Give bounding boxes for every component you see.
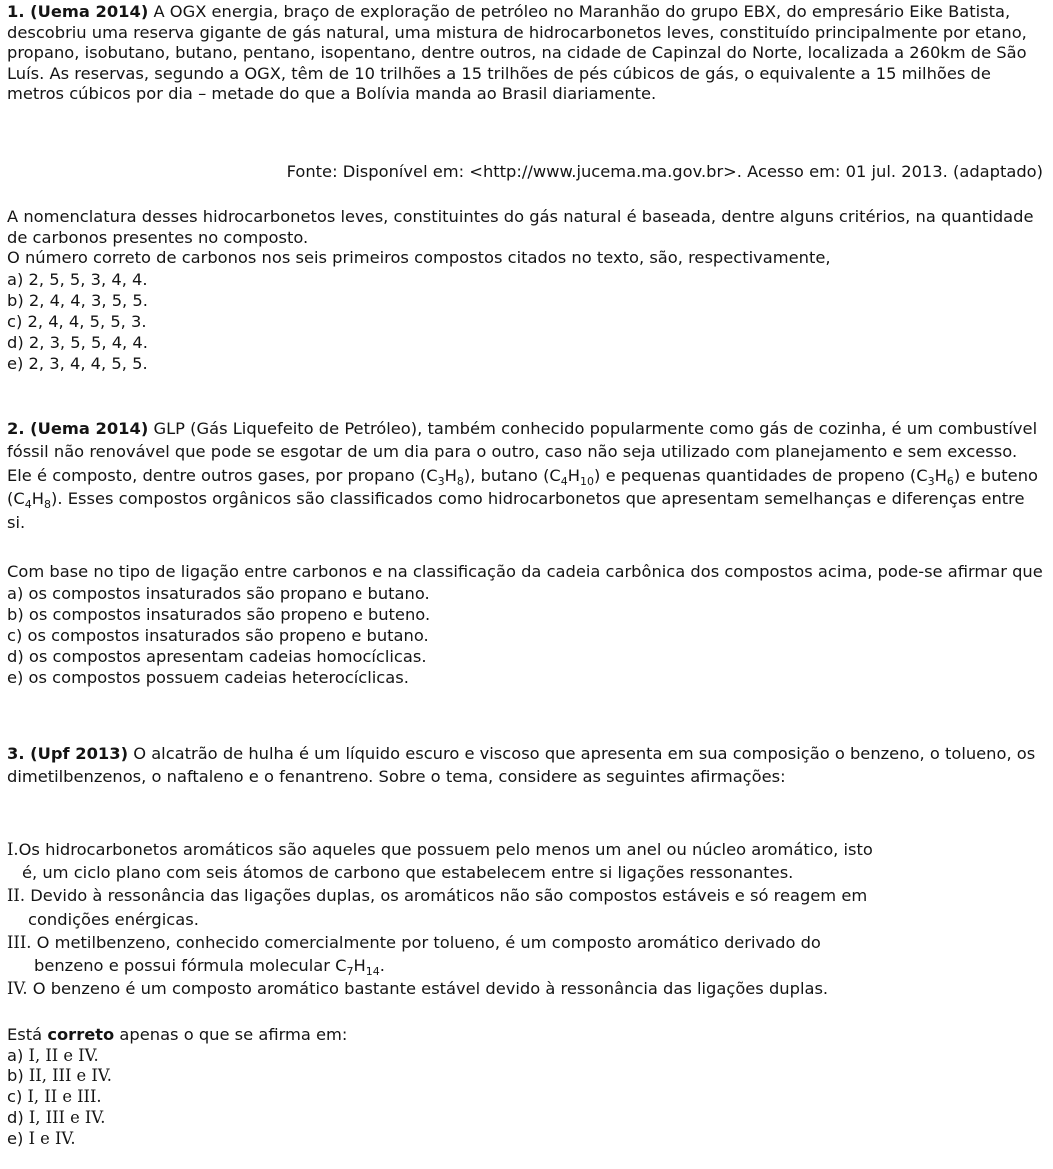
option-value: I, II e III. xyxy=(27,1087,102,1107)
question-3-statements xyxy=(7,838,873,1000)
question-2-option-b[interactable]: b) os compostos insaturados são propeno e buteno. xyxy=(7,604,431,624)
statement-3-label: III. xyxy=(7,932,32,952)
question-2-text-b: . Esses compostos orgânicos são classificados como hidrocarbonetos que apresentam semelhanças e diferenças entre si. xyxy=(7,489,1025,532)
question-1-prompt-2: O número correto de carbonos nos seis primeiros compostos citados no texto, são, respectivamente, xyxy=(7,248,831,267)
question-1-option-c[interactable]: c) 2, 4, 4, 5, 5, 3. xyxy=(7,311,147,331)
statement-3-line-1: O metilbenzeno, conhecido comercialmente por tolueno, é um composto aromático derivado do xyxy=(36,932,821,952)
question-1-option-b[interactable]: b) 2, 4, 4, 3, 5, 5. xyxy=(7,290,148,310)
question-1-source: Fonte: Disponível em: <http://www.jucema.ma.gov.br>. Acesso em: 01 jul. 2013. (adaptado) xyxy=(286,162,1043,181)
option-letter: c) xyxy=(7,1087,23,1107)
option-letter: e) xyxy=(7,1128,24,1148)
question-2-option-e[interactable]: e) os compostos possuem cadeias heterocíclicas. xyxy=(7,668,409,688)
statement-1-label: I. xyxy=(7,840,19,859)
question-1-options xyxy=(7,269,1047,375)
question-2-option-d[interactable]: d) os compostos apresentam cadeias homocíclicas. xyxy=(7,647,427,667)
formula-c7h14: $C_7H_{14}$. xyxy=(335,956,385,979)
option-value: I e IV. xyxy=(28,1128,76,1148)
question-3-prompt-bold: correto xyxy=(47,1025,115,1044)
question-2-text-a: GLP (Gás Liquefeito de Petróleo), também conhecido popularmente como gás de cozinha, é um combustível fóssil não renovável que pode se esgotar de um dia para o outro, caso não seja utilizado com planejamento e sem excesso. Ele é composto, dentre outros gases, por propano xyxy=(7,419,1038,485)
option-value: I, III e IV. xyxy=(28,1107,106,1127)
statement-3 xyxy=(7,931,873,954)
question-1-prompt-1: A nomenclatura desses hidrocarbonetos leves, constituintes do gás natural é baseada, dentre alguns critérios, na quantidade de carbonos presentes no composto. xyxy=(7,207,1034,247)
formula-propeno: $(C_3H_6)$ xyxy=(909,465,961,488)
question-2-number: 2. (Uema 2014) xyxy=(7,419,149,438)
statement-4-line-1: O benzeno é um composto aromático bastante estável devido à ressonância das ligações duplas. xyxy=(32,979,829,999)
question-3-prompt-block xyxy=(7,1025,347,1149)
question-2-prompt: Com base no tipo de ligação entre carbonos e na classificação da cadeia carbônica dos compostos acima, pode-se afirmar que xyxy=(7,562,1043,581)
question-2-options xyxy=(7,583,1043,689)
question-2-option-c[interactable]: c) os compostos insaturados são propeno e butano. xyxy=(7,625,429,645)
question-1-option-e[interactable]: e) 2, 3, 4, 4, 5, 5. xyxy=(7,354,148,374)
question-3-prompt xyxy=(7,1025,347,1046)
question-2-statement xyxy=(7,417,1047,534)
question-1 xyxy=(7,2,1047,105)
question-3-option-e[interactable] xyxy=(7,1129,347,1150)
option-letter: a) xyxy=(7,1045,24,1065)
option-value: I, II e IV. xyxy=(28,1045,99,1065)
option-letter: b) xyxy=(7,1066,24,1086)
question-2-text-propeno: e pequenas quantidades de propeno xyxy=(605,465,905,485)
question-1-text: A OGX energia, braço de exploração de petróleo no Maranhão do grupo EBX, do empresário Eike Batista, descobriu uma reserva gigante de gás natural, uma mistura de hidrocarbonetos leves, constituído principalmente por etano, propano, isobutano, butano, pentano, isopentano, dentre outros, na cidade de Capinzal do Norte, localizada a 260km de São Luís. As reservas, segundo a OGX, têm de 10 trilhões a 15 trilhões de pés cúbicos de gás, o equivalente a 15 milhões de metros cúbicos por dia – metade do que a Bolívia manda ao Brasil diariamente. xyxy=(7,2,1027,103)
statement-3-line-2-wrap xyxy=(7,954,873,977)
question-1-option-d[interactable]: d) 2, 3, 5, 5, 4, 4. xyxy=(7,333,148,353)
question-3 xyxy=(7,742,1047,788)
question-2 xyxy=(7,417,1047,534)
statement-2 xyxy=(7,884,873,907)
question-1-option-a[interactable]: a) 2, 5, 5, 3, 4, 4. xyxy=(7,269,148,289)
question-3-option-c[interactable] xyxy=(7,1087,347,1108)
question-3-option-b[interactable] xyxy=(7,1066,347,1087)
statement-2-line-1: Devido à ressonância das ligações duplas, os aromáticos não são compostos estáveis e só reagem em xyxy=(30,886,868,906)
question-3-prompt-post: apenas o que se afirma em: xyxy=(119,1025,348,1044)
formula-butano: $(C_4H_{10})$ xyxy=(543,465,601,488)
question-3-text: O alcatrão de hulha é um líquido escuro e viscoso que apresenta em sua composição o benzeno, o tolueno, os dimetilbenzenos, o naftaleno e o fenantreno. Sobre o tema, considere as seguintes afirmações: xyxy=(7,744,1036,787)
statement-2-line-2: condições enérgicas. xyxy=(28,909,199,929)
question-2-option-a[interactable]: a) os compostos insaturados são propano e butano. xyxy=(7,583,430,603)
statement-4 xyxy=(7,977,873,1000)
question-1-statement xyxy=(7,2,1047,105)
statement-2-label: II. xyxy=(7,886,26,906)
question-1-number: 1. (Uema 2014) xyxy=(7,2,149,21)
question-2-prompt-block xyxy=(7,562,1043,689)
statement-4-label: IV. xyxy=(7,979,28,999)
formula-propano: $(C_3H_8)$ xyxy=(419,465,471,488)
question-3-options xyxy=(7,1046,347,1150)
question-3-prompt-pre: Está xyxy=(7,1025,43,1044)
question-3-option-d[interactable] xyxy=(7,1108,347,1129)
question-3-number: 3. (Upf 2013) xyxy=(7,744,129,763)
question-3-statement xyxy=(7,742,1047,788)
statement-3-line-2: benzeno e possui fórmula molecular xyxy=(34,956,330,976)
statement-1 xyxy=(7,838,873,861)
question-3-option-a[interactable] xyxy=(7,1046,347,1067)
option-letter: d) xyxy=(7,1107,24,1127)
question-2-text-butano: , butano xyxy=(470,465,538,485)
question-1-prompt-block xyxy=(7,207,1047,375)
option-value: II, III e IV. xyxy=(28,1066,112,1086)
question-2-text-buteno: e buteno xyxy=(965,465,1038,485)
statement-1-line-2: é, um ciclo plano com seis átomos de carbono que estabelecem entre si ligações ressonantes. xyxy=(22,863,794,883)
formula-buteno: $(C_4H_8)$ xyxy=(7,489,58,512)
statement-1-line-1: Os hidrocarbonetos aromáticos são aqueles que possuem pelo menos um anel ou núcleo aromático, isto xyxy=(18,840,873,859)
